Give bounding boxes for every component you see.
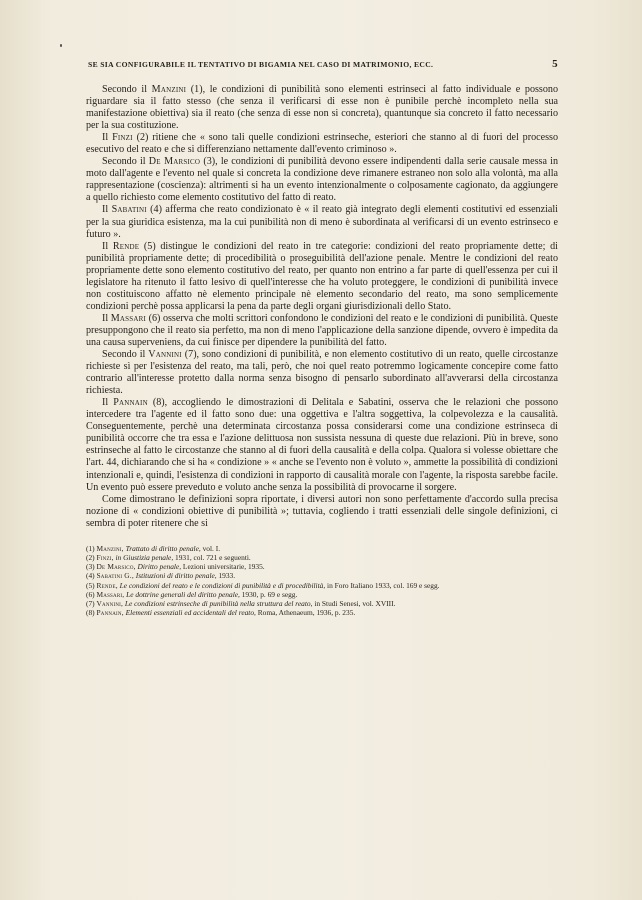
- author-name: Pannain: [113, 397, 148, 409]
- paragraph: Il Pannain (8), accogliendo le dimostrazioni di Delitala e Sabatini, osserva che le relazioni che possono intercedere tra l'agente ed il fatto sono due: una oggettiva e l'altra soggettiva, la colpevolezza e la causalità. Conseguentemente, perchè una determinata circostanza possa considerarsi come una condizione estrinseca di punibilità occorre che tra essa e l'azione delittuosa non sussista nessuna di queste due relazioni. Più in breve, sono estrinseche al fatto le circostanze che stanno al di fuori della causalità e della colpa. Qualora si volesse obiettare che l'art. 44, dichiarando che si ha « condizione » « anche se l'evento non è voluto », ammette la possibilità di condizioni intenzionali e, quindi, l'esistenza di condizioni in rapporto di causalità morale con l'agente, la risposta sarebbe facile. Un evento può essere preveduto e voluto anche senza la possibilità di provocarne il sorgere.: [86, 397, 558, 493]
- author-name: Rende: [112, 240, 140, 252]
- author-name: Finzi: [112, 132, 133, 144]
- footnote: (3) De Marsico, Diritto penale, Lezioni universitarie, 1935.: [86, 562, 265, 572]
- paragraph: Secondo il Manzini (1), le condizioni di punibilità sono elementi estrinseci al fatto individuale e possono riguardare sia il fatto stesso (che senza il verificarsi di esse non è punibile perchè incompleto nella sua manifestazione obiettiva) sia il reato (che senza di esse non si concreta), quantunque sia concreto il fatto necessario per la sua costituzione.: [86, 84, 559, 132]
- footnote: (2) Finzi, in Giustizia penale, 1931, col. 721 e seguenti.: [86, 552, 251, 562]
- footnote: (6) Massari, Le dottrine generali del diritto penale, 1930, p. 69 e segg.: [86, 589, 298, 599]
- author-name: Vannini: [148, 349, 182, 361]
- paragraph: Il Finzi (2) ritiene che « sono tali quelle condizioni estrinseche, esteriori che stanno al di fuori del processo esecutivo del reato e che si differenziano nettamente dall'evento criminoso ».: [86, 132, 558, 156]
- author-name: Massari: [110, 312, 147, 324]
- paragraph: Il Rende (5) distingue le condizioni del reato in tre categorie: condizioni del reato propriamente dette; di punibilità propriamente dette; di procedibilità o proseguibilità dell'azione penale. Mentre le condizioni del reato propriamente dette sono elemento costitutivo del reato, per quanto non entrino a far parte di quell'essenza per cui il legislatore ha ritenuto il fatto lesivo di quell'interesse che ha voluto proteggere, le condizioni di punibilità invece non costituiscono affatto nè elemento principale nè elemento secondario del reato, ma sono semplicemente condizioni perchè possa applicarsi la pena da parte degli organi giurisdizionali dello Stato.: [86, 240, 558, 312]
- footnote: (5) Rende, Le condizioni del reato e le condizioni di punibilità e di procedibilità, in Foro Italiano 1933, col. 169 e segg.: [86, 580, 440, 590]
- running-header: [86, 58, 558, 70]
- footnote: (8) Pannain, Elementi essenziali ed accidentali del reato, Roma, Athenaeum, 1936, p. 235.: [86, 608, 356, 618]
- author-name: Manzini: [151, 84, 187, 95]
- paragraph: Secondo il De Marsico (3), le condizioni di punibilità devono essere indipendenti dalla serie causale messa in moto dall'agente e l'evento nel quale si concreta la condizione deve rimanere estraneo non solo alla volontà, ma alla rappresentazione (coscienza): altrimenti si ha un evento intenzionalmente o colposamente cagionato, da aggiungere a quello richiesto come elemento costitutivo del fatto di reato.: [86, 156, 559, 204]
- paragraph: Il Massari (6) osserva che molti scrittori confondono le condizioni del reato e le condizioni di punibilità. Queste presuppongono che il reato sia perfetto, ma non di meno l'applicazione della sanzione dipende, ovvero è impedita da una causa superveniens, da cui finisce per dipendere la punibilità del fatto.: [86, 312, 558, 348]
- footnote: (1) Manzini, Trattato di diritto penale, vol. I.: [86, 543, 221, 553]
- paragraph: Il Sabatini (4) afferma che reato condizionato è « il reato già integrato degli elementi costitutivi ed essenziali per la sua giuridica esistenza, ma la cui punibilità non di meno è subordinata al verificarsi di un evento estrinseco e futuro ».: [86, 204, 558, 240]
- footnotes: [86, 544, 558, 618]
- author-name: De Marsico: [148, 156, 201, 168]
- body-text: [86, 84, 558, 530]
- author-name: Sabatini: [111, 204, 147, 216]
- header-title: SE SIA CONFIGURABILE IL TENTATIVO DI BIGAMIA NEL CASO DI MATRIMONIO, ECC.: [88, 60, 434, 69]
- paragraph: Secondo il Vannini (7), sono condizioni di punibilità, e non elemento costitutivo di un reato, quelle circostanze richieste sì per l'esistenza del reato, ma tali, però, che noi quel reato potremmo logicamente concepire come fatto contrario all'interesse protetto dalla norma senza bisogno di pensarlo subordinato all'avverarsi della circostanza richiesta.: [86, 349, 558, 397]
- paragraph: Come dimostrano le definizioni sopra riportate, i diversi autori non sono perfettamente d'accordo sulla precisa nozione di « condizioni obiettive di punibilità »; tuttavia, cogliendo i tratti essenziali delle singole definizioni, ci sembra di poter ritenere che si: [86, 493, 558, 529]
- scan-speck: [60, 44, 62, 47]
- footnote: (4) Sabatini G., Istituzioni di diritto penale, 1933.: [86, 571, 236, 581]
- footnote: (7) Vannini, Le condizioni estrinseche di punibilità nella struttura del reato, in Studi Senesi, vol. XVIII.: [86, 598, 396, 608]
- page-number: 5: [552, 58, 558, 70]
